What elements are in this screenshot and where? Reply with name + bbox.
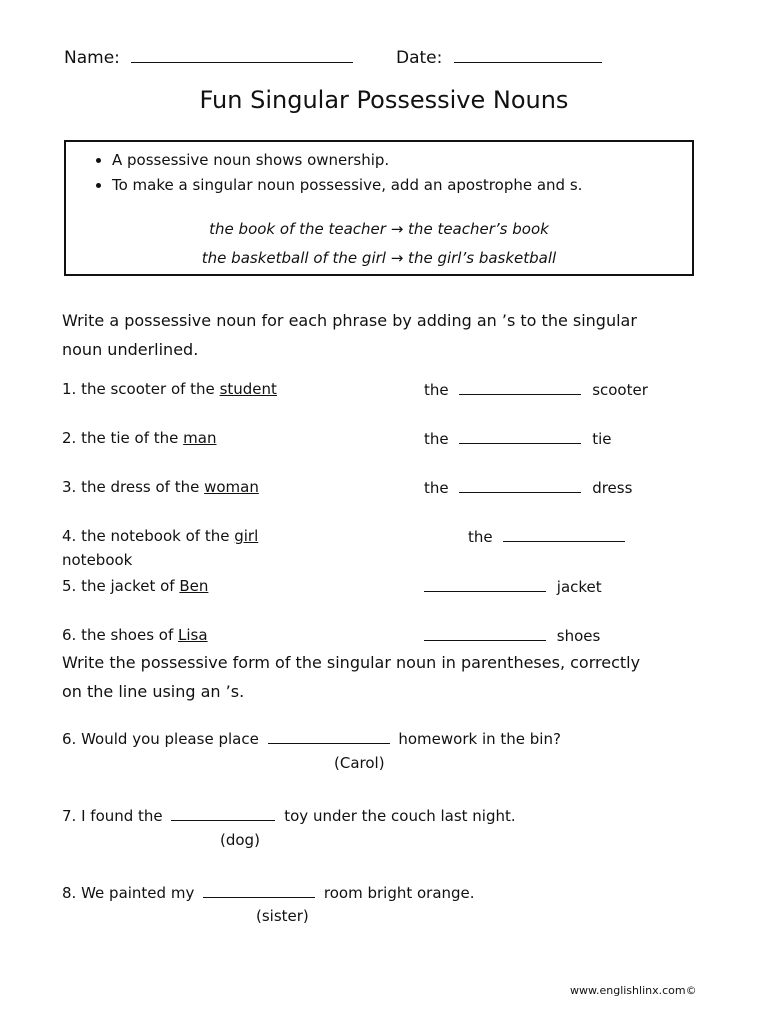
answer-blank-line[interactable] xyxy=(424,577,546,592)
answer-object: tie xyxy=(592,430,612,448)
sentence-item xyxy=(62,883,475,902)
phrase-item xyxy=(62,626,208,644)
instruction-line: Write the possessive form of the singular noun in parentheses, correctly xyxy=(62,653,641,672)
example-line: the basketball of the girl → the girl’s basketball xyxy=(201,249,557,267)
rule-bullet: • A possessive noun shows ownership. xyxy=(112,148,582,173)
answer-blank-line[interactable] xyxy=(424,626,546,641)
answer-object: shoes xyxy=(556,627,601,645)
sentence-start: I found the xyxy=(81,807,163,825)
sentence-end: homework in the bin? xyxy=(398,730,561,748)
item-number: 2. xyxy=(62,429,77,447)
underlined-noun: Lisa xyxy=(178,626,208,644)
instruction-line: noun underlined. xyxy=(62,340,199,359)
answer-object: scooter xyxy=(592,381,648,399)
underlined-noun: girl xyxy=(234,527,259,545)
phrase-item xyxy=(62,527,258,545)
answer-row xyxy=(424,478,632,497)
answer-object: jacket xyxy=(556,578,602,596)
date-field-row xyxy=(396,48,602,68)
answer-blank-line[interactable] xyxy=(459,478,581,493)
phrase-item xyxy=(62,577,208,595)
instruction-line: on the line using an ’s. xyxy=(62,682,245,701)
underlined-noun: Ben xyxy=(179,577,209,595)
item-number: 1. xyxy=(62,380,77,398)
item-phrase: the scooter of the xyxy=(81,380,215,398)
sentence-start: Would you please place xyxy=(81,730,259,748)
item-number: 8. xyxy=(62,884,77,902)
item-phrase: the tie of the xyxy=(81,429,179,447)
answer-article: the xyxy=(424,381,449,399)
answer-blank-line[interactable] xyxy=(459,429,581,444)
answer-object: dress xyxy=(592,479,633,497)
phrase-item xyxy=(62,380,277,398)
answer-object-wrapped: notebook xyxy=(62,551,133,569)
answer-blank-line[interactable] xyxy=(503,527,625,542)
sentence-end: room bright orange. xyxy=(323,884,475,902)
answer-row xyxy=(468,527,625,546)
sentence-item xyxy=(62,806,516,825)
item-number: 6. xyxy=(62,626,77,644)
phrase-item xyxy=(62,478,259,496)
sentence-start: We painted my xyxy=(81,884,195,902)
underlined-noun: woman xyxy=(204,478,259,496)
item-number: 7. xyxy=(62,807,77,825)
answer-blank-line[interactable] xyxy=(268,729,390,744)
section2-instructions xyxy=(62,648,640,706)
item-number: 6. xyxy=(62,730,77,748)
date-label: Date: xyxy=(396,48,443,68)
sentence-item xyxy=(62,729,561,748)
answer-blank-line[interactable] xyxy=(459,380,581,395)
noun-hint: (Carol) xyxy=(334,754,385,772)
date-blank-line[interactable] xyxy=(454,48,602,63)
noun-hint: (dog) xyxy=(220,831,260,849)
answer-row xyxy=(424,626,600,645)
item-number: 3. xyxy=(62,478,77,496)
sentence-end: toy under the couch last night. xyxy=(284,807,516,825)
example-line: the book of the teacher → the teacher’s book xyxy=(209,220,549,238)
item-phrase: the notebook of the xyxy=(81,527,230,545)
rules-list xyxy=(86,148,582,198)
footer-copyright: www.englishlinx.com© xyxy=(570,984,697,997)
answer-row xyxy=(424,577,602,596)
underlined-noun: student xyxy=(219,380,277,398)
section1-instructions xyxy=(62,306,637,364)
phrase-item xyxy=(62,429,216,447)
page-title: Fun Singular Possessive Nouns xyxy=(199,86,569,114)
answer-row xyxy=(424,380,648,399)
answer-blank-line[interactable] xyxy=(171,806,275,821)
name-label: Name: xyxy=(64,48,120,68)
answer-row xyxy=(424,429,611,448)
answer-article: the xyxy=(424,479,449,497)
rules-box xyxy=(64,140,694,276)
item-phrase: the shoes of xyxy=(81,626,174,644)
answer-article: the xyxy=(424,430,449,448)
name-field-row xyxy=(64,48,353,68)
underlined-noun: man xyxy=(183,429,217,447)
instruction-line: Write a possessive noun for each phrase by adding an ’s to the singular xyxy=(62,311,637,330)
answer-article: the xyxy=(468,528,493,546)
answer-blank-line[interactable] xyxy=(203,883,315,898)
item-phrase: the jacket of xyxy=(81,577,175,595)
item-phrase: the dress of the xyxy=(81,478,200,496)
item-number: 4. xyxy=(62,527,77,545)
noun-hint: (sister) xyxy=(256,907,309,925)
item-number: 5. xyxy=(62,577,77,595)
name-blank-line[interactable] xyxy=(131,48,353,63)
rule-bullet: • To make a singular noun possessive, add an apostrophe and s. xyxy=(112,173,582,198)
